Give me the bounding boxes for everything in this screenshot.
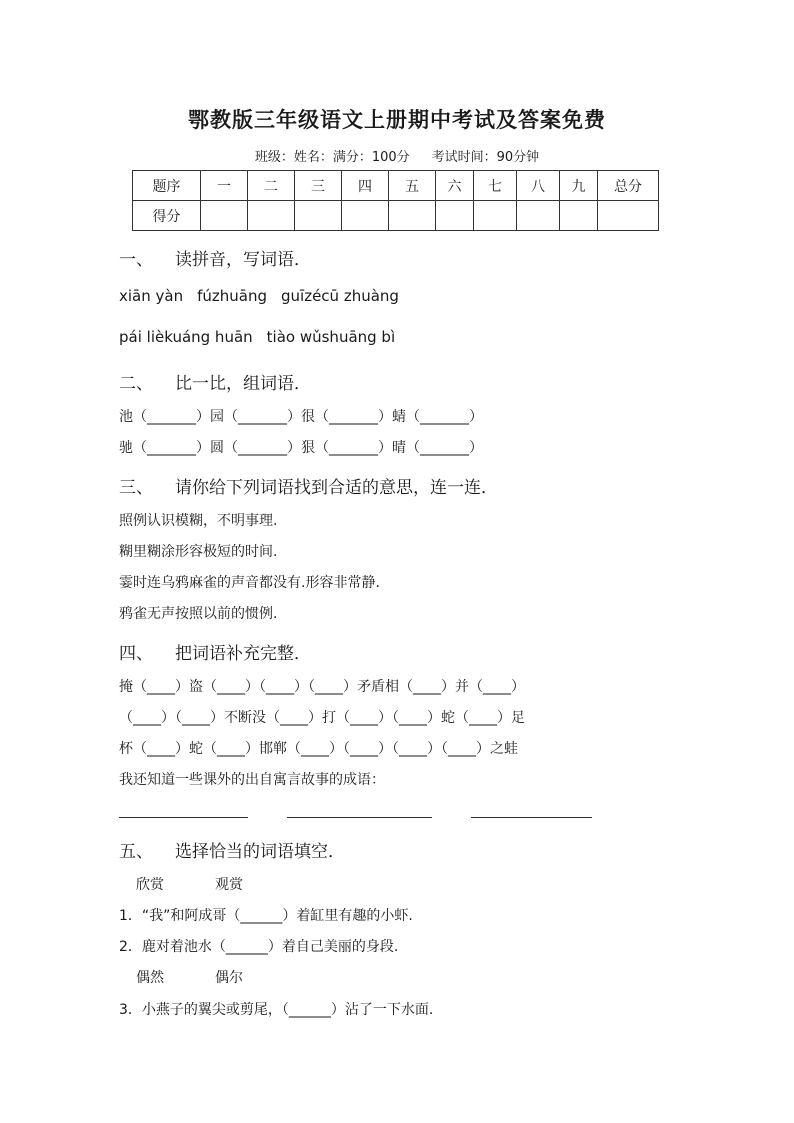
section-5-heading xyxy=(119,837,345,862)
section-title: 比一比，组词语． xyxy=(175,374,311,394)
section-title: 读拼音，写词语． xyxy=(175,250,311,270)
score-cell[interactable] xyxy=(560,201,598,231)
score-cell[interactable] xyxy=(201,201,248,231)
exam-info xyxy=(0,146,794,165)
word-blank[interactable]: 园（_______） xyxy=(210,409,301,425)
score-table-header-row xyxy=(133,171,659,201)
score-table xyxy=(132,170,659,231)
word-blank[interactable]: 狠（_______） xyxy=(301,440,392,456)
score-cell[interactable] xyxy=(342,201,389,231)
fill-question-3[interactable]: 3．小燕子的翼尖或剪尾，（______）沾了一下水面. xyxy=(119,1002,434,1018)
matching-line: 鸦雀无声按照以前的惯例. xyxy=(119,606,278,622)
word-blank[interactable]: 晴（_______） xyxy=(392,440,483,456)
word-blank[interactable]: 圆（_______） xyxy=(210,440,301,456)
idiom-row-1[interactable]: 掩（____）盗（____）（____）（____）矛盾相（____）并（____） xyxy=(119,679,525,695)
word-compare-row-1 xyxy=(119,406,483,426)
answer-line[interactable] xyxy=(119,817,248,818)
word-blank[interactable]: 蜻（_______） xyxy=(392,409,483,425)
word-option: 偶然 xyxy=(136,970,164,986)
word-blank[interactable]: 很（_______） xyxy=(301,409,392,425)
exam-time: 考试时间：90分钟 xyxy=(431,150,540,165)
section-number: 三、 xyxy=(119,478,153,498)
header-cell: 三 xyxy=(295,171,342,201)
row-label-cell: 得分 xyxy=(133,201,201,231)
section-4-heading xyxy=(119,639,311,664)
pinyin-line-1 xyxy=(119,287,399,305)
score-table-score-row xyxy=(133,201,659,231)
answer-line[interactable] xyxy=(287,817,432,818)
section-title: 请你给下列词语找到合适的意思，连一连． xyxy=(175,478,498,498)
section-number: 一、 xyxy=(119,250,153,270)
section-title: 选择恰当的词语填空． xyxy=(175,842,345,862)
header-cell: 总分 xyxy=(598,171,659,201)
class-name-score-info: 班级：姓名：满分：100分 xyxy=(254,150,410,165)
section-number: 二、 xyxy=(119,374,153,394)
word-blank[interactable]: 驰（_______） xyxy=(119,440,210,456)
section-title: 把词语补充完整． xyxy=(175,644,311,664)
pinyin-word: tiào wǔshuāng bì xyxy=(266,328,396,346)
score-cell[interactable] xyxy=(295,201,342,231)
header-cell: 九 xyxy=(560,171,598,201)
section-3-heading xyxy=(119,473,498,498)
word-blank[interactable]: 池（_______） xyxy=(119,409,210,425)
fill-question-2[interactable]: 2．鹿对着池水（______）着自己美丽的身段. xyxy=(119,939,399,955)
word-option: 观赏 xyxy=(215,877,243,893)
matching-line: 糊里糊涂形容极短的时间. xyxy=(119,544,278,560)
word-compare-row-2 xyxy=(119,437,483,457)
section-1-heading xyxy=(119,245,311,270)
pinyin-word: xiān yàn xyxy=(119,287,184,305)
fill-question-1[interactable]: 1．“我”和阿成哥（______）着缸里有趣的小虾. xyxy=(119,908,413,924)
pinyin-word: pái lièkuáng huān xyxy=(119,328,253,346)
matching-line: 霎时连乌鸦麻雀的声音都没有.形容非常静. xyxy=(119,575,380,591)
section-number: 五、 xyxy=(119,842,153,862)
header-cell: 五 xyxy=(389,171,436,201)
page-title: 鄂教版三年级语文上册期中考试及答案免费 xyxy=(188,107,606,132)
score-cell[interactable] xyxy=(389,201,436,231)
score-cell[interactable] xyxy=(474,201,517,231)
word-option: 欣赏 xyxy=(136,877,164,893)
word-options-1 xyxy=(136,874,243,894)
matching-line: 照例认识模糊，不明事理. xyxy=(119,513,278,529)
word-options-2 xyxy=(136,967,243,987)
extra-idioms-prompt: 我还知道一些课外的出自寓言故事的成语： xyxy=(119,772,385,788)
header-cell: 六 xyxy=(436,171,474,201)
header-cell: 一 xyxy=(201,171,248,201)
section-number: 四、 xyxy=(119,644,153,664)
header-cell: 七 xyxy=(474,171,517,201)
idiom-row-2[interactable]: （____）（____）不断没（____）打（____）（____）蛇（____）足 xyxy=(119,710,525,726)
header-cell: 四 xyxy=(342,171,389,201)
header-cell: 题序 xyxy=(133,171,201,201)
pinyin-word: fúzhuāng xyxy=(197,287,267,305)
pinyin-word: guīzécū zhuàng xyxy=(281,287,399,305)
score-cell[interactable] xyxy=(436,201,474,231)
section-2-heading xyxy=(119,369,311,394)
answer-line[interactable] xyxy=(471,817,592,818)
pinyin-line-2 xyxy=(119,328,395,346)
score-cell[interactable] xyxy=(598,201,659,231)
score-cell[interactable] xyxy=(248,201,295,231)
score-cell[interactable] xyxy=(517,201,560,231)
word-option: 偶尔 xyxy=(215,970,243,986)
header-cell: 八 xyxy=(517,171,560,201)
header-cell: 二 xyxy=(248,171,295,201)
idiom-row-3[interactable]: 杯（____）蛇（____）邯郸（____）（____）（____）（____）之蛙 xyxy=(119,741,518,757)
